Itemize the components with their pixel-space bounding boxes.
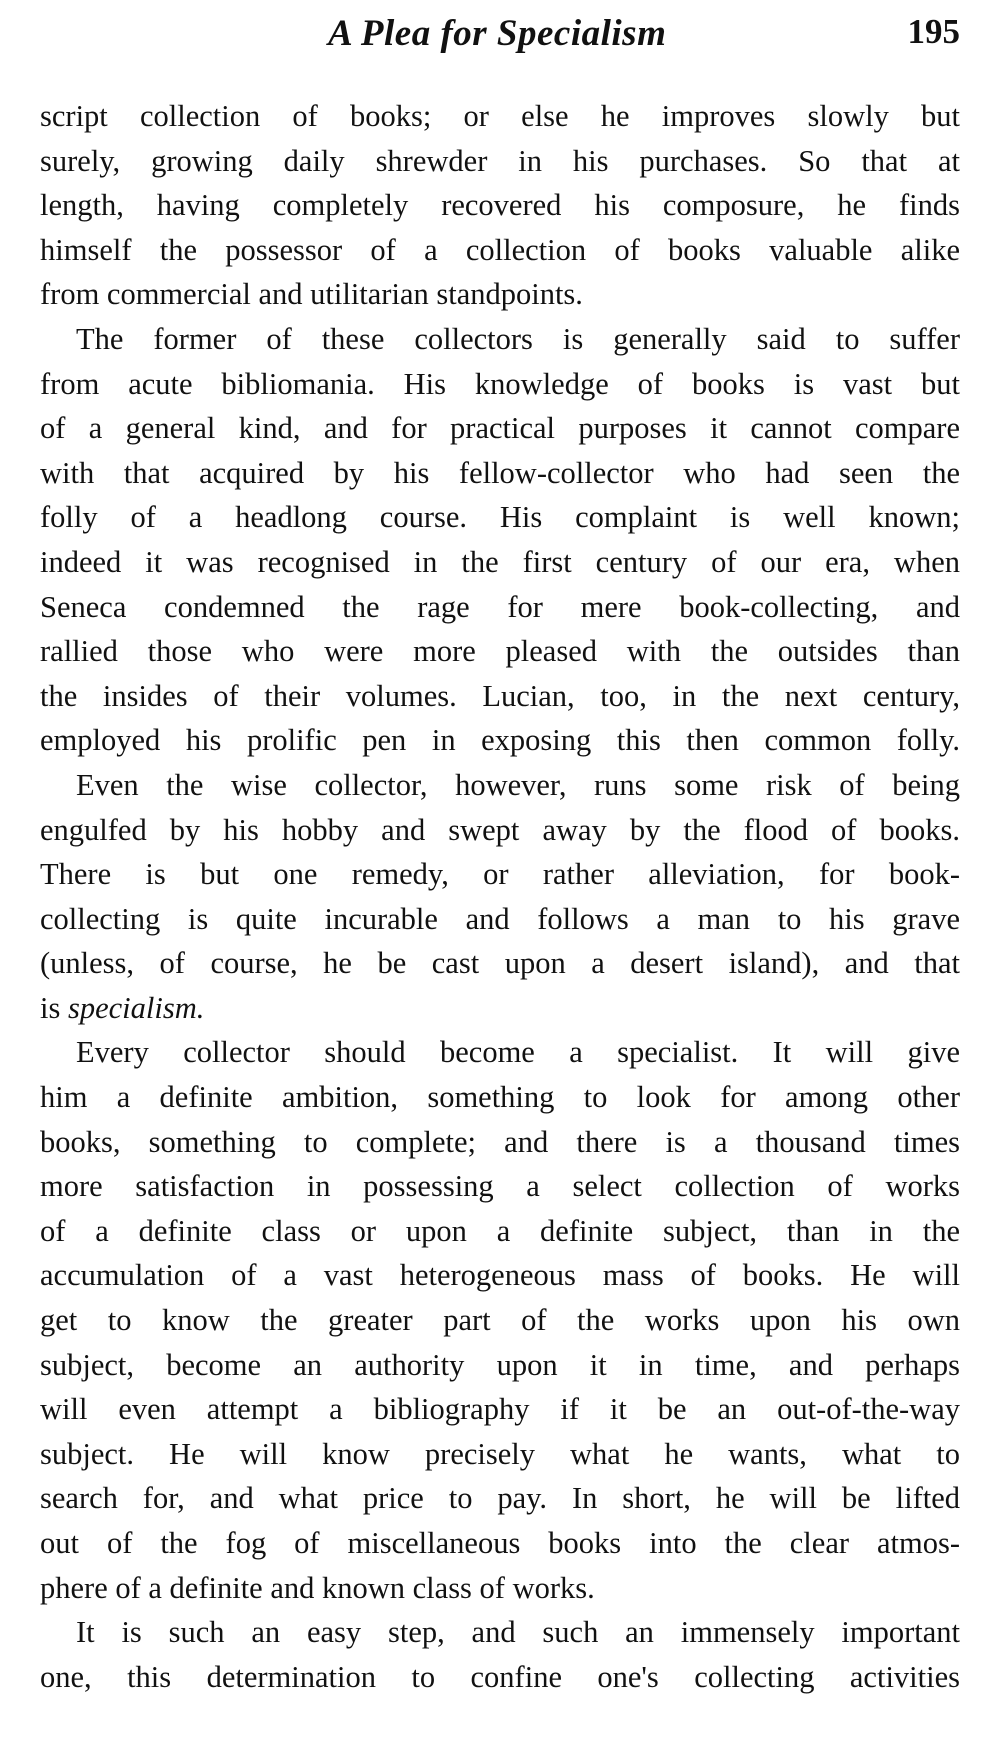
- text-line: of a general kind, and for practical purposes it cannot compare: [40, 411, 960, 446]
- paragraph-2: [40, 317, 960, 763]
- text-line: surely, growing daily shrewder in his purchases. So that at: [40, 143, 960, 178]
- text-line: will even attempt a bibliography if it be an out-of-the-way: [40, 1392, 960, 1427]
- paragraph-4: [40, 1030, 960, 1610]
- text-line: collecting is quite incurable and follows a man to his grave: [40, 901, 960, 936]
- text-line: Every collector should become a specialist. It will give: [76, 1035, 960, 1070]
- text-line: phere of a definite and known class of works.: [40, 1570, 595, 1605]
- text-line: indeed it was recognised in the first century of our era, when: [40, 544, 960, 579]
- text-line: search for, and what price to pay. In short, he will be lifted: [40, 1481, 960, 1516]
- paragraph-5: [40, 1610, 960, 1699]
- text-line: Even the wise collector, however, runs some risk of being: [76, 767, 960, 802]
- text-line: employed his prolific pen in exposing this then common folly.: [40, 723, 960, 758]
- text-line: folly of a headlong course. His complaint is well known;: [40, 500, 960, 535]
- page-number: 195: [907, 12, 960, 51]
- text-line: from acute bibliomania. His knowledge of books is vast but: [40, 366, 960, 401]
- text-line: out of the fog of miscellaneous books into the clear atmos-: [40, 1526, 960, 1560]
- text-line: Seneca condemned the rage for mere book-collecting, and: [40, 589, 960, 624]
- text-line: with that acquired by his fellow-collector who had seen the: [40, 455, 960, 490]
- running-head: [40, 12, 960, 72]
- text-line: of a definite class or upon a definite subject, than in the: [40, 1213, 960, 1248]
- text-line: [40, 986, 960, 1031]
- text-line: get to know the greater part of the works upon his own: [40, 1303, 960, 1338]
- text-line: subject, become an authority upon it in time, and perhaps: [40, 1347, 960, 1382]
- text-line: There is but one remedy, or rather alleviation, for book-: [40, 857, 960, 892]
- text-line: one, this determination to confine one's collecting activities: [40, 1659, 960, 1694]
- text-line: more satisfaction in possessing a select collection of works: [40, 1169, 960, 1204]
- text-line: him a definite ambition, something to look for among other: [40, 1080, 960, 1115]
- text-line: the insides of their volumes. Lucian, too, in the next century,: [40, 678, 960, 713]
- text-line: accumulation of a vast heterogeneous mass of books. He will: [40, 1258, 960, 1293]
- text-line: script collection of books; or else he improves slowly but: [40, 99, 960, 133]
- text-line: books, something to complete; and there is a thousand times: [40, 1124, 960, 1159]
- text-line: subject. He will know precisely what he wants, what to: [40, 1436, 960, 1471]
- text-line: from commercial and utilitarian standpoints.: [40, 277, 583, 312]
- running-title: A Plea for Specialism: [328, 13, 667, 54]
- text-line: It is such an easy step, and such an immensely important: [76, 1615, 960, 1650]
- paragraph-1: [40, 94, 960, 317]
- text-line: length, having completely recovered his composure, he finds: [40, 188, 960, 223]
- paragraph-3: [40, 763, 960, 1031]
- emphasized-word: specialism.: [67, 990, 205, 1025]
- text-fragment: is: [40, 990, 68, 1025]
- text-line: himself the possessor of a collection of books valuable alike: [40, 232, 960, 267]
- text-line: rallied those who were more pleased with the outsides than: [40, 634, 960, 669]
- text-line: The former of these collectors is generally said to suffer: [76, 321, 960, 356]
- text-line: (unless, of course, he be cast upon a desert island), and that: [40, 946, 960, 981]
- text-line: engulfed by his hobby and swept away by the flood of books.: [40, 812, 960, 847]
- body-text: [40, 94, 960, 1699]
